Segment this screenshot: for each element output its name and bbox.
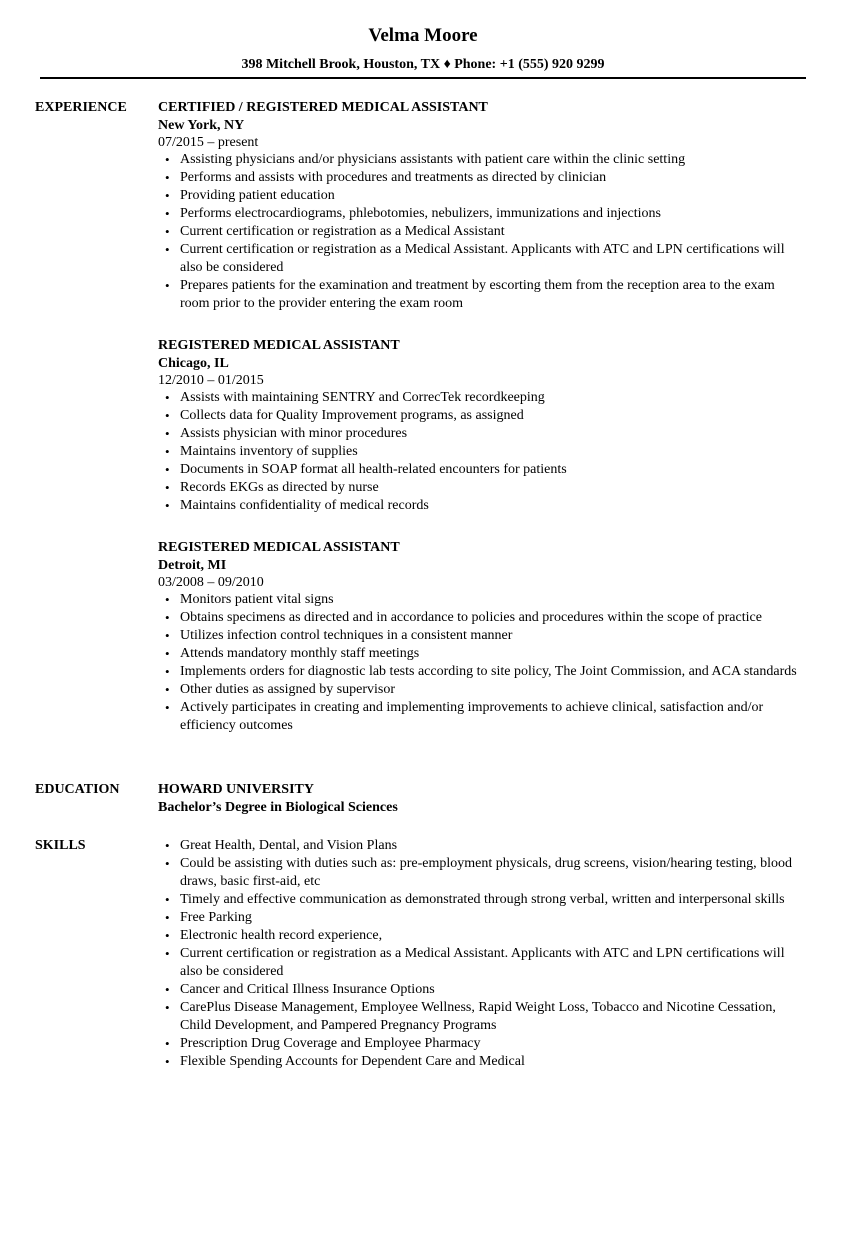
- list-item: • Maintains confidentiality of medical records: [158, 497, 805, 515]
- job-location: New York, NY: [158, 118, 245, 133]
- section-heading-experience: EXPERIENCE: [35, 100, 127, 115]
- skills-section: [35, 837, 805, 1071]
- list-item: • Prescription Drug Coverage and Employee Pharmacy: [158, 1035, 805, 1053]
- list-item: • Implements orders for diagnostic lab tests according to site policy, The Joint Commission, and ACA standards: [158, 663, 805, 681]
- school-name: HOWARD UNIVERSITY: [158, 782, 314, 797]
- skills-bullets: [158, 837, 805, 1071]
- experience-section: [35, 99, 805, 735]
- list-item: • Records EKGs as directed by nurse: [158, 479, 805, 497]
- list-item: • Maintains inventory of supplies: [158, 443, 805, 461]
- job-title: REGISTERED MEDICAL ASSISTANT: [158, 338, 400, 353]
- job-dates: 07/2015 – present: [158, 135, 259, 150]
- job-title: REGISTERED MEDICAL ASSISTANT: [158, 540, 400, 555]
- contact-info: 398 Mitchell Brook, Houston, TX ♦ Phone: +1 (555) 920 9299: [241, 57, 605, 72]
- header-divider: [40, 77, 806, 79]
- list-item: • Assists with maintaining SENTRY and CorrecTek recordkeeping: [158, 389, 805, 407]
- skills-list: [158, 837, 805, 1071]
- job-entry: [158, 337, 805, 515]
- list-item: • Actively participates in creating and implementing improvements to achieve clinical, satisfaction and/or efficiency outcomes: [158, 699, 805, 735]
- experience-list: [158, 99, 805, 735]
- list-item: • Prepares patients for the examination and treatment by escorting them from the reception area to the exam room prior to the provider entering the exam room: [158, 277, 805, 313]
- education-entry: [158, 781, 805, 817]
- list-item: • Free Parking: [158, 909, 805, 927]
- list-item: • Obtains specimens as directed and in accordance to policies and procedures within the scope of practice: [158, 609, 805, 627]
- list-item: • Performs electrocardiograms, phlebotomies, nebulizers, immunizations and injections: [158, 205, 805, 223]
- list-item: • Current certification or registration as a Medical Assistant: [158, 223, 805, 241]
- list-item: • Current certification or registration as a Medical Assistant. Applicants with ATC and LPN certifications will also be considered: [158, 241, 805, 277]
- list-item: • Could be assisting with duties such as: pre-employment physicals, drug screens, vision/hearing testing, blood draws, basic first-aid, etc: [158, 855, 805, 891]
- list-item: • Attends mandatory monthly staff meetings: [158, 645, 805, 663]
- job-duties: [158, 591, 805, 735]
- job-dates: 03/2008 – 09/2010: [158, 575, 264, 590]
- list-item: • Assisting physicians and/or physicians assistants with patient care within the clinic setting: [158, 151, 805, 169]
- job-entry: [158, 539, 805, 735]
- degree: Bachelor’s Degree in Biological Sciences: [158, 800, 398, 815]
- section-heading-education: EDUCATION: [35, 782, 120, 797]
- list-item: • Assists physician with minor procedures: [158, 425, 805, 443]
- list-item: • Cancer and Critical Illness Insurance Options: [158, 981, 805, 999]
- job-duties: [158, 151, 805, 313]
- job-location: Detroit, MI: [158, 558, 227, 573]
- list-item: • Great Health, Dental, and Vision Plans: [158, 837, 805, 855]
- section-heading-skills: SKILLS: [35, 838, 86, 853]
- list-item: • Current certification or registration as a Medical Assistant. Applicants with ATC and LPN certifications will also be considered: [158, 945, 805, 981]
- list-item: • Electronic health record experience,: [158, 927, 805, 945]
- job-title: CERTIFIED / REGISTERED MEDICAL ASSISTANT: [158, 100, 488, 115]
- candidate-name: Velma Moore: [368, 25, 478, 46]
- list-item: • CarePlus Disease Management, Employee Wellness, Rapid Weight Loss, Tobacco and Nicotine Cessation, Child Development, and Pampered Pregnancy Programs: [158, 999, 805, 1035]
- education-section: [35, 781, 805, 817]
- job-location: Chicago, IL: [158, 356, 229, 371]
- job-dates: 12/2010 – 01/2015: [158, 373, 264, 388]
- list-item: • Other duties as assigned by supervisor: [158, 681, 805, 699]
- list-item: • Flexible Spending Accounts for Dependent Care and Medical: [158, 1053, 805, 1071]
- job-duties: [158, 389, 805, 515]
- list-item: • Collects data for Quality Improvement programs, as assigned: [158, 407, 805, 425]
- list-item: • Performs and assists with procedures and treatments as directed by clinician: [158, 169, 805, 187]
- list-item: • Monitors patient vital signs: [158, 591, 805, 609]
- list-item: • Utilizes infection control techniques in a consistent manner: [158, 627, 805, 645]
- list-item: • Providing patient education: [158, 187, 805, 205]
- list-item: • Timely and effective communication as demonstrated through strong verbal, written and interpersonal skills: [158, 891, 805, 909]
- job-entry: [158, 99, 805, 313]
- resume-header: [40, 24, 806, 74]
- list-item: • Documents in SOAP format all health-related encounters for patients: [158, 461, 805, 479]
